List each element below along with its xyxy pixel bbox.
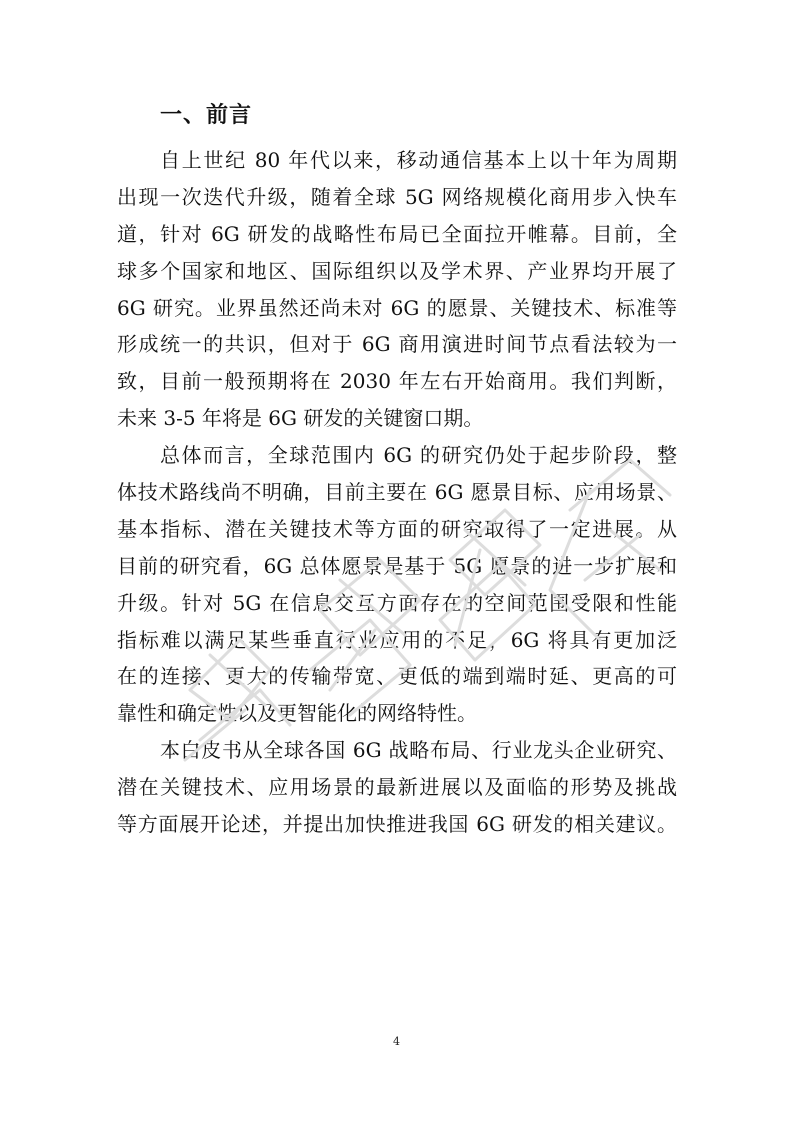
paragraph-2-line: 升级。针对 5G 在信息交互方面存在的空间范围受限和性能 (117, 590, 677, 615)
paragraph-3-line: 等方面展开论述，并提出加快推进我国 6G 研发的相关建议。 (117, 812, 677, 837)
paragraph-3-line: 潜在关键技术、应用场景的最新进展以及面临的形势及挑战 (117, 775, 677, 800)
paragraph-1-line: 出现一次迭代升级，随着全球 5G 网络规模化商用步入快车 (117, 184, 677, 209)
paragraph-1-line: 自上世纪 80 年代以来，移动通信基本上以十年为周期 (160, 148, 677, 172)
section-heading: 一、前言 (160, 103, 253, 128)
paragraph-2-line: 在的连接、更大的传输带宽、更低的端到端时延、更高的可 (117, 664, 677, 689)
page-number: 4 (393, 1035, 400, 1048)
paragraph-1-line: 道，针对 6G 研发的战略性布局已全面拉开帷幕。目前，全 (117, 221, 677, 246)
paragraph-2-line: 靠性和确定性以及更智能化的网络特性。 (117, 701, 477, 726)
paragraph-2-line: 指标难以满足某些垂直行业应用的不足，6G 将具有更加泛 (117, 627, 677, 652)
paragraph-2-line: 体技术路线尚不明确，目前主要在 6G 愿景目标、应用场景、 (117, 480, 677, 505)
paragraph-1-line: 致，目前一般预期将在 2030 年左右开始商用。我们判断， (117, 369, 677, 394)
paragraph-1-line: 未来 3-5 年将是 6G 研发的关键窗口期。 (117, 406, 484, 431)
paragraph-1-line: 球多个国家和地区、国际组织以及学术界、产业界均开展了 (117, 258, 677, 283)
paragraph-2-line: 总体而言，全球范围内 6G 的研究仍处于起步阶段，整 (160, 443, 677, 468)
body-text (117, 142, 677, 843)
paragraph-2-line: 目前的研究看，6G 总体愿景是基于 5G 愿景的进一步扩展和 (117, 553, 677, 578)
paragraph-1-line: 形成统一的共识，但对于 6G 商用演进时间节点看法较为一 (117, 332, 677, 357)
paragraph-2-line: 基本指标、潜在关键技术等方面的研究取得了一定进展。从 (117, 516, 677, 541)
paragraph-3-line: 本白皮书从全球各国 6G 战略布局、行业龙头企业研究、 (160, 738, 677, 763)
paragraph-1-line: 6G 研究。业界虽然还尚未对 6G 的愿景、关键技术、标准等 (117, 295, 677, 320)
